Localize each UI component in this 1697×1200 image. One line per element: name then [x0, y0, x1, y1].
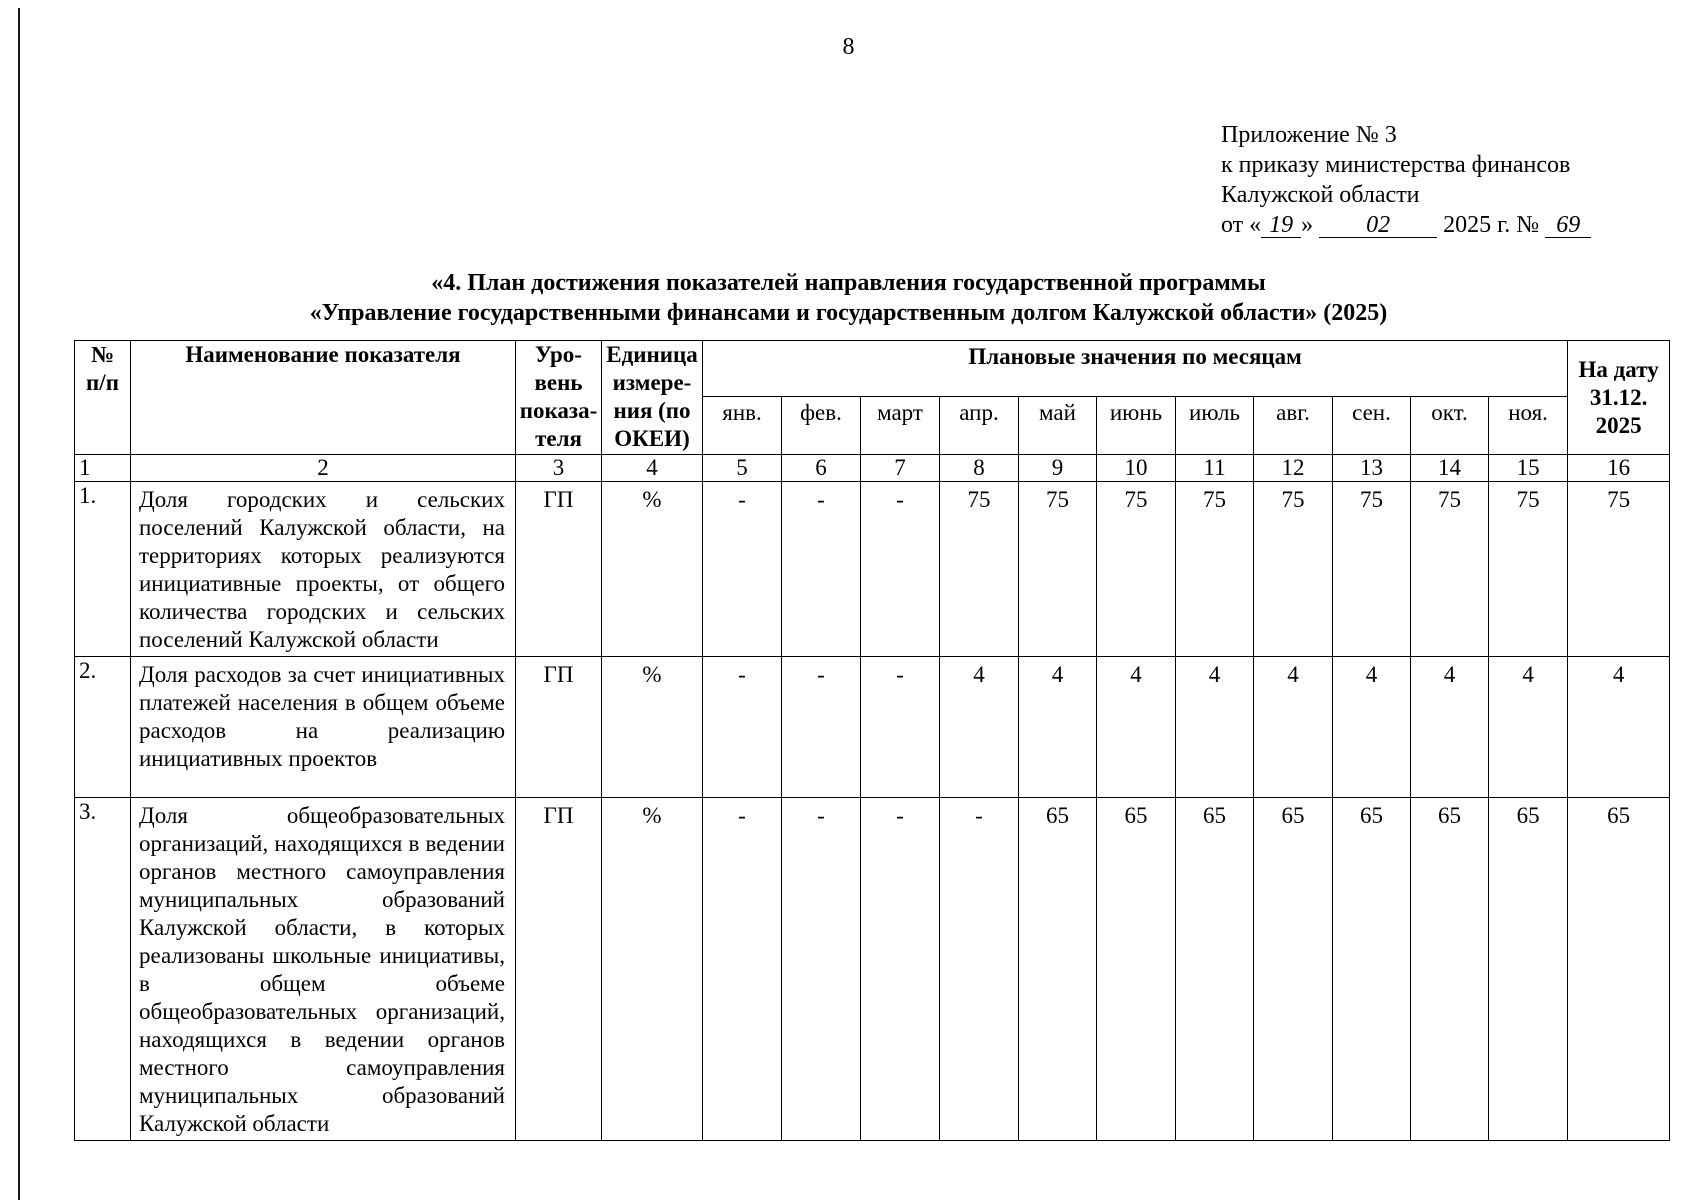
monthly-value: 75	[1176, 482, 1254, 657]
appendix-date-line	[1221, 210, 1591, 240]
indicator-name: Доля городских и сельских поселений Калужской области, на территориях которых реализуются инициативные проекты, от общего количества городских и сельских поселений Калужской области	[131, 482, 516, 657]
monthly-value: 4	[940, 657, 1019, 798]
unit-of-measure: %	[602, 798, 703, 1141]
monthly-value: 65	[1489, 798, 1568, 1141]
monthly-value: -	[940, 798, 1019, 1141]
header-month: май	[1019, 397, 1097, 455]
row-number: 1.	[75, 482, 131, 657]
table-row	[75, 482, 1670, 657]
monthly-value: 65	[1333, 798, 1411, 1141]
column-number: 10	[1097, 455, 1176, 482]
column-number: 1	[75, 455, 131, 482]
document-title	[0, 268, 1697, 328]
column-number: 12	[1254, 455, 1333, 482]
column-number: 4	[602, 455, 703, 482]
indicator-name: Доля расходов за счет инициативных платежей населения в общем объеме расходов на реализацию инициативных проектов	[131, 657, 516, 798]
column-number: 13	[1333, 455, 1411, 482]
title-line-1: «4. План достижения показателей направления государственной программы	[431, 270, 1266, 296]
monthly-value: -	[782, 798, 861, 1141]
title-line-2: «Управление государственными финансами и государственным долгом Калужской области» (2025)	[309, 300, 1388, 326]
monthly-value: -	[782, 482, 861, 657]
column-number: 9	[1019, 455, 1097, 482]
monthly-value: -	[703, 482, 782, 657]
date-mid: »	[1301, 212, 1314, 238]
monthly-value: 75	[1411, 482, 1489, 657]
monthly-value: 75	[1097, 482, 1176, 657]
plan-table	[74, 340, 1670, 1141]
appendix-line-2: к приказу министерства финансов	[1221, 152, 1571, 178]
header-unit: Единица измере-ния (по ОКЕИ)	[602, 341, 703, 455]
monthly-value: 65	[1019, 798, 1097, 1141]
indicator-name: Доля общеобразовательных организаций, находящихся в ведении органов местного самоуправления муниципальных образований Калужской области, в которых реализованы школьные инициативы, в общем объеме общеобразовательных организаций, находящихся в ведении органов местного самоуправления муниципальных образований Калужской области	[131, 798, 516, 1141]
column-number: 3	[516, 455, 602, 482]
indicator-level: ГП	[516, 798, 602, 1141]
header-num: № п/п	[75, 341, 131, 455]
header-level: Уро-вень показа-теля	[516, 341, 602, 455]
monthly-value: 4	[1019, 657, 1097, 798]
monthly-value: 65	[1176, 798, 1254, 1141]
column-number: 7	[861, 455, 940, 482]
year-end-value: 75	[1568, 482, 1670, 657]
monthly-value: 4	[1097, 657, 1176, 798]
header-plan: Плановые значения по месяцам	[703, 341, 1568, 397]
column-number: 16	[1568, 455, 1670, 482]
unit-of-measure: %	[602, 482, 703, 657]
header-month: фев.	[782, 397, 861, 455]
page-number: 8	[842, 34, 855, 60]
monthly-value: -	[861, 657, 940, 798]
column-number: 14	[1411, 455, 1489, 482]
row-number: 3.	[75, 798, 131, 1141]
header-month: авг.	[1254, 397, 1333, 455]
column-number: 6	[782, 455, 861, 482]
monthly-value: -	[703, 798, 782, 1141]
row-number: 2.	[75, 657, 131, 798]
monthly-value: 4	[1176, 657, 1254, 798]
table-row	[75, 798, 1670, 1141]
table-row	[75, 657, 1670, 798]
header-month: апр.	[940, 397, 1019, 455]
header-month: ноя.	[1489, 397, 1568, 455]
monthly-value: -	[861, 798, 940, 1141]
monthly-value: 65	[1097, 798, 1176, 1141]
date-year: 2025 г. №	[1443, 212, 1540, 238]
header-month: окт.	[1411, 397, 1489, 455]
monthly-value: 75	[1254, 482, 1333, 657]
monthly-value: 65	[1411, 798, 1489, 1141]
binding-line	[18, 8, 20, 1200]
monthly-value: 75	[1333, 482, 1411, 657]
monthly-value: 4	[1489, 657, 1568, 798]
unit-of-measure: %	[602, 657, 703, 798]
column-number: 5	[703, 455, 782, 482]
monthly-value: 75	[1019, 482, 1097, 657]
monthly-value: -	[703, 657, 782, 798]
indicator-level: ГП	[516, 482, 602, 657]
monthly-value: 4	[1254, 657, 1333, 798]
monthly-value: 4	[1333, 657, 1411, 798]
appendix-line-3: Калужской области	[1221, 182, 1420, 208]
header-month: сен.	[1333, 397, 1411, 455]
column-number: 11	[1176, 455, 1254, 482]
header-name: Наименование показателя	[131, 341, 516, 455]
header-month: июль	[1176, 397, 1254, 455]
header-month: янв.	[703, 397, 782, 455]
monthly-value: 75	[940, 482, 1019, 657]
column-number: 2	[131, 455, 516, 482]
monthly-value: 4	[1411, 657, 1489, 798]
indicator-level: ГП	[516, 657, 602, 798]
appendix-line-1: Приложение № 3	[1221, 122, 1397, 148]
year-end-value: 65	[1568, 798, 1670, 1141]
monthly-value: -	[782, 657, 861, 798]
handwritten-number: 69	[1545, 213, 1591, 238]
handwritten-day: 19	[1261, 213, 1301, 238]
column-number: 15	[1489, 455, 1568, 482]
monthly-value: 65	[1254, 798, 1333, 1141]
year-end-value: 4	[1568, 657, 1670, 798]
handwritten-month: 02	[1319, 213, 1437, 238]
header-date: На дату 31.12. 2025	[1568, 341, 1670, 455]
header-month: июнь	[1097, 397, 1176, 455]
column-number: 8	[940, 455, 1019, 482]
header-month: март	[861, 397, 940, 455]
date-prefix: от «	[1221, 212, 1262, 238]
appendix-block	[1221, 120, 1591, 240]
monthly-value: 75	[1489, 482, 1568, 657]
monthly-value: -	[861, 482, 940, 657]
